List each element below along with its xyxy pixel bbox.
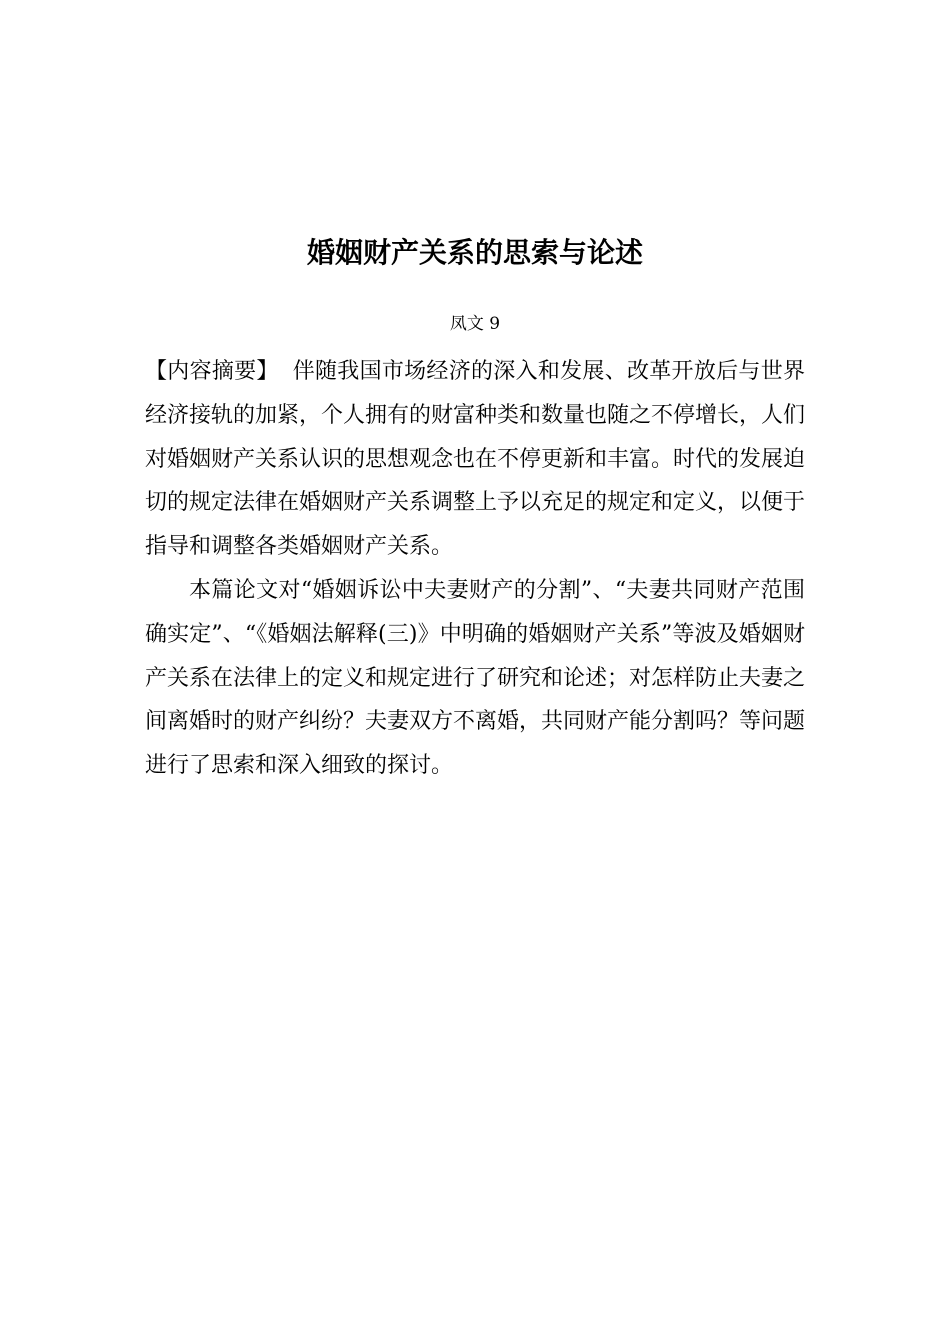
document-title: 婚姻财产关系的思索与论述 — [306, 236, 643, 269]
abstract-label: 【内容摘要】 — [145, 359, 279, 384]
body-paragraph-2: 本篇论文对“婚姻诉讼中夫妻财产的分割”、“夫妻共同财产范围确实定”、“《婚姻法解释(三)》中明确的婚姻财产关系”等波及婚姻财产关系在法律上的定义和规定进行了研究和论述；对怎样防止夫妻之间离婚时的财产纠纷？夫妻双方不离婚，共同财产能分割吗？等问题进行了思索和深入细致的探讨。 — [145, 577, 806, 779]
abstract-text: 伴随我国市场经济的深入和发展、改革开放后与世界经济接轨的加紧，个人拥有的财富种类和数量也随之不停增长，人们对婚姻财产关系认识的思想观念也在不停更新和丰富。时代的发展迫切的规定法律在婚姻财产关系调整上予以充足的规定和定义，以便于指导和调整各类婚姻财产关系。 — [145, 359, 806, 560]
abstract-paragraph — [145, 350, 805, 569]
document-body — [145, 350, 805, 788]
document-author: 凤文 9 — [449, 314, 501, 334]
